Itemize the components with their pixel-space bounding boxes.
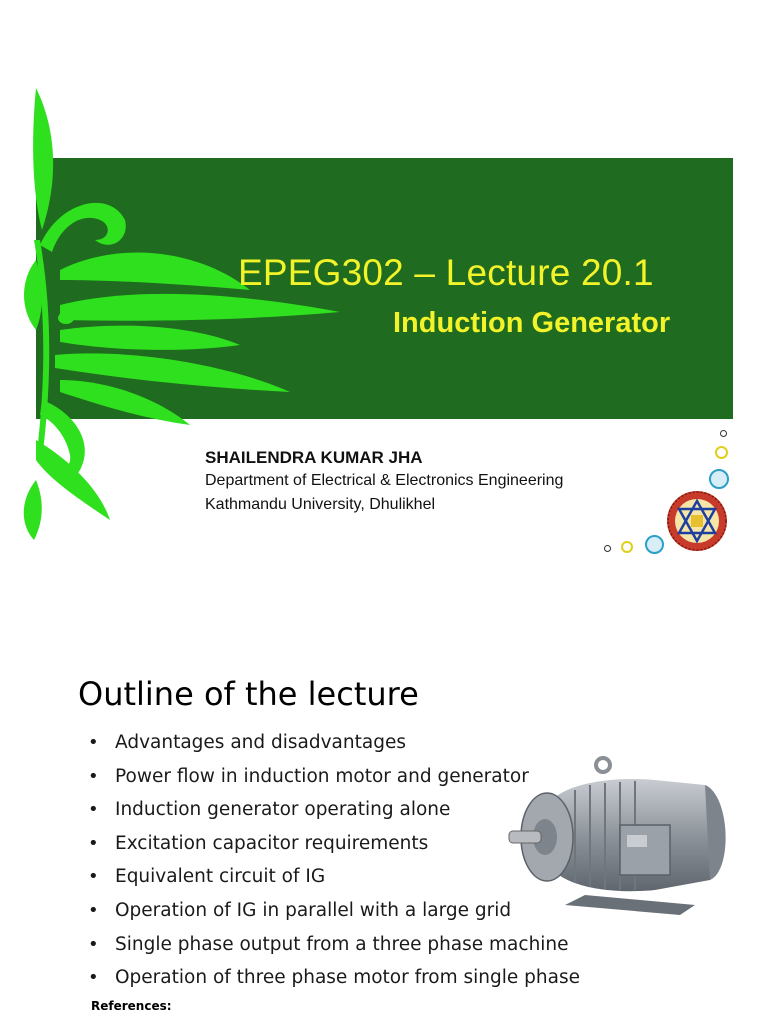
decor-dot: [709, 469, 729, 489]
department-name: Department of Electrical & Electronics Engineering: [205, 472, 564, 489]
list-item: • Excitation capacitor requirements: [88, 830, 580, 864]
list-item: • Equivalent circuit of IG: [88, 863, 580, 897]
decor-dot: [621, 541, 633, 553]
list-item: • Advantages and disadvantages: [88, 729, 580, 763]
decor-dot: [715, 446, 728, 459]
list-item: • Operation of IG in parallel with a large grid: [88, 897, 580, 931]
decor-dot: [604, 545, 611, 552]
university-seal-icon: [665, 489, 729, 553]
list-item: • Single phase output from a three phase machine: [88, 931, 580, 965]
lecture-subtitle: Induction Generator: [393, 307, 671, 339]
decor-dot: [720, 430, 727, 437]
lecture-title: EPEG302 – Lecture 20.1: [238, 252, 654, 293]
list-item: • Induction generator operating alone: [88, 796, 580, 830]
references-label: References:: [91, 999, 172, 1013]
list-item: • Power flow in induction motor and generator: [88, 763, 580, 797]
author-name: SHAILENDRA KUMAR JHA: [205, 448, 423, 467]
list-item: • Operation of three phase motor from single phase: [88, 964, 580, 998]
outline-heading: Outline of the lecture: [78, 675, 419, 713]
electric-motor-icon: [505, 755, 735, 925]
decor-dot: [645, 535, 664, 554]
outline-slide: [0, 645, 768, 1024]
university-name: Kathmandu University, Dhulikhel: [205, 496, 436, 513]
